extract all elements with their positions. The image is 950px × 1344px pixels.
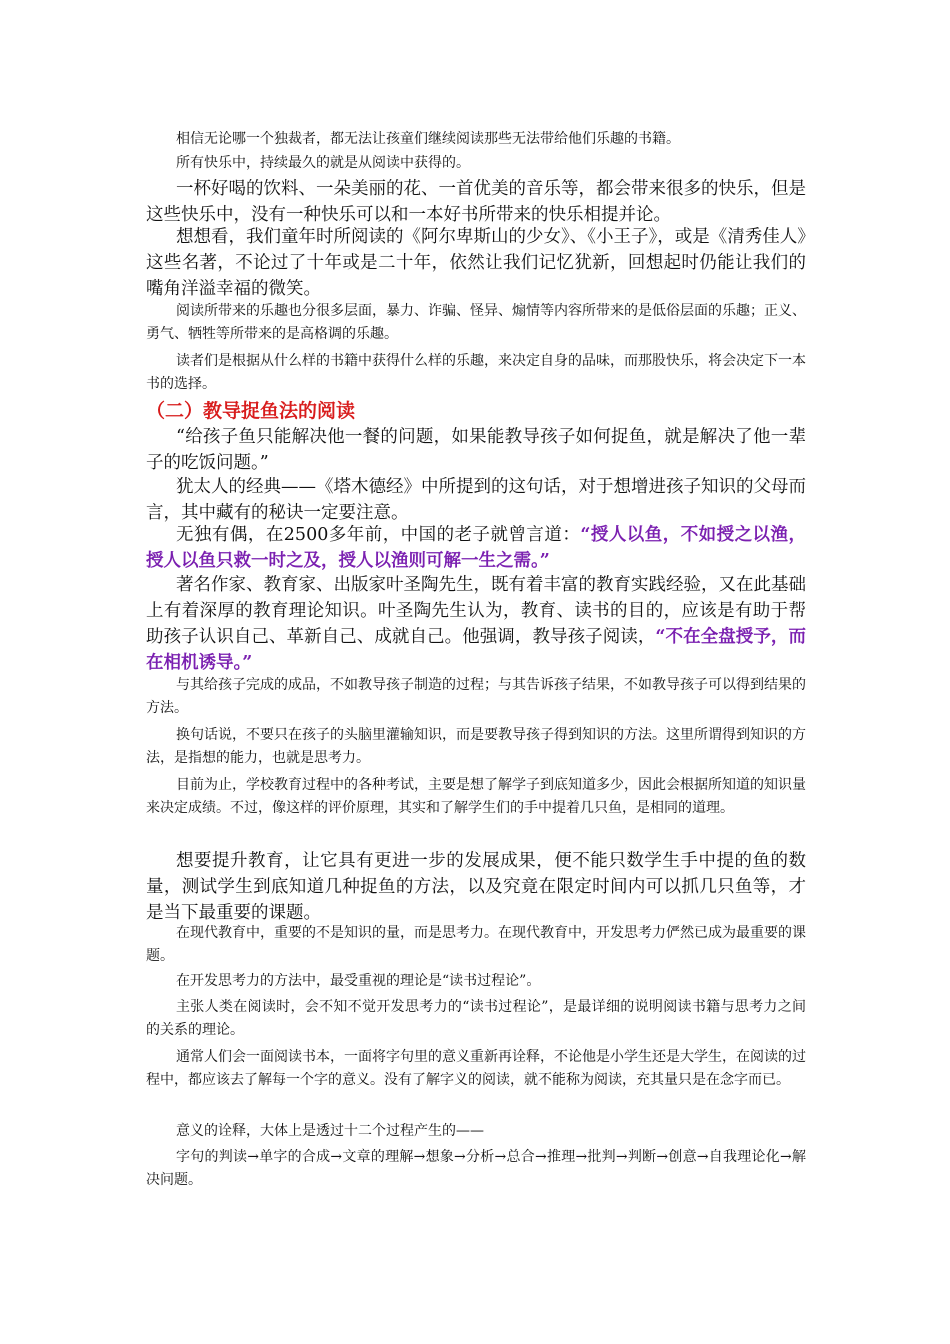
ye-shengtao-lead-text: 著名作家、教育家、出版家叶圣陶先生，既有着丰富的教育实践经验，又在此基础上有着深厚的教育理论知识。叶圣陶先生认为，教育、读书的目的，应该是有助于帮助孩子认识自己、革新自己、成就自己。他强调，教导孩子阅读， [146,575,806,647]
paragraph-improve-education: 想要提升教育，让它具有更进一步的发展成果，便不能只数学生手中提的鱼的数量，测试学生到底知道几种捉鱼的方法，以及究竟在限定时间内可以抓几只鱼等，才是当下最重要的课题。 [146,851,806,923]
laozi-lead-text: 无独有偶，在2500多年前，中国的老子就曾言道： [176,525,581,545]
paragraph-talmud: 犹太人的经典——《塔木德经》中所提到的这句话，对于想增进孩子知识的父母而言，其中藏有的秘诀一定要注意。 [146,477,806,523]
paragraph-lasting-joy: 所有快乐中，持续最久的就是从阅读中获得的。 [176,155,470,171]
paragraph-laozi [146,522,806,574]
paragraph-process-chain: 字句的判读→单字的合成→文章的理解→想象→分析→总合→推理→批判→判断→创意→自我理论化→解决问题。 [146,1149,806,1188]
paragraph-interpretation: 通常人们会一面阅读书本，一面将字句里的意义重新再诠释，不论他是小学生还是大学生，在阅读的过程中，都应该去了解每一个字的意义。没有了解字义的阅读，就不能称为阅读，充其量只是在念字而已。 [146,1049,806,1088]
paragraph-ye-shengtao [146,572,806,676]
paragraph-thinking-ability: 换句话说，不要只在孩子的头脑里灌输知识，而是要教导孩子得到知识的方法。这里所谓得到知识的方法，是指想的能力，也就是思考力。 [146,727,806,766]
section-heading: （二）教导捉鱼法的阅读 [146,400,356,422]
paragraph-levels-of-fun: 阅读所带来的乐趣也分很多层面，暴力、诈骗、怪异、煽情等内容所带来的是低俗层面的乐趣；正义、勇气、牺牲等所带来的是高格调的乐趣。 [146,303,806,342]
paragraph-childhood-books: 想想看，我们童年时所阅读的《阿尔卑斯山的少女》、《小王子》，或是《清秀佳人》这些名著，不论过了十年或是二十年，依然让我们记忆犹新，回想起时仍能让我们的嘴角洋溢幸福的微笑。 [146,227,806,299]
paragraph-theory-explained: 主张人类在阅读时，会不知不觉开发思考力的“读书过程论”，是最详细的说明阅读书籍与思考力之间的关系的理论。 [146,999,806,1038]
paragraph-dictator: 相信无论哪一个独裁者，都无法让孩童们继续阅读那些无法带给他们乐趣的书籍。 [176,131,680,147]
laozi-quote-highlight: “授人以鱼，不如授之以渔，授人以鱼只救一时之及，授人以渔则可解一生之需。” [146,525,806,571]
paragraph-process-over-product: 与其给孩子完成的成品，不如教导孩子制造的过程；与其告诉孩子结果，不如教导孩子可以得到结果的方法。 [146,677,806,716]
paragraph-exams: 目前为止，学校教育过程中的各种考试，主要是想了解学子到底知道多少，因此会根据所知道的知识量来决定成绩。不过，像这样的评价原理，其实和了解学生们的手中提着几只鱼，是相同的道理。 [146,777,806,816]
paragraph-modern-education: 在现代教育中，重要的不是知识的量，而是思考力。在现代教育中，开发思考力俨然已成为最重要的课题。 [146,925,806,964]
ye-shengtao-quote-highlight: “不在全盘授予，而在相机诱导。” [146,627,806,673]
paragraph-fish-quote: “给孩子鱼只能解决他一餐的问题，如果能教导孩子如何捉鱼，就是解决了他一辈子的吃饭问题。” [146,427,806,473]
paragraph-reader-taste: 读者们是根据从什么样的书籍中获得什么样的乐趣，来决定自身的品味，而那股快乐，将会决定下一本书的选择。 [146,353,806,392]
paragraph-reading-process-theory: 在开发思考力的方法中，最受重视的理论是“读书过程论”。 [176,973,541,989]
paragraph-drinks-flowers: 一杯好喝的饮料、一朵美丽的花、一首优美的音乐等，都会带来很多的快乐，但是这些快乐中，没有一种快乐可以和一本好书所带来的快乐相提并论。 [146,179,806,225]
paragraph-twelve-processes: 意义的诠释，大体上是透过十二个过程产生的—— [176,1123,484,1139]
